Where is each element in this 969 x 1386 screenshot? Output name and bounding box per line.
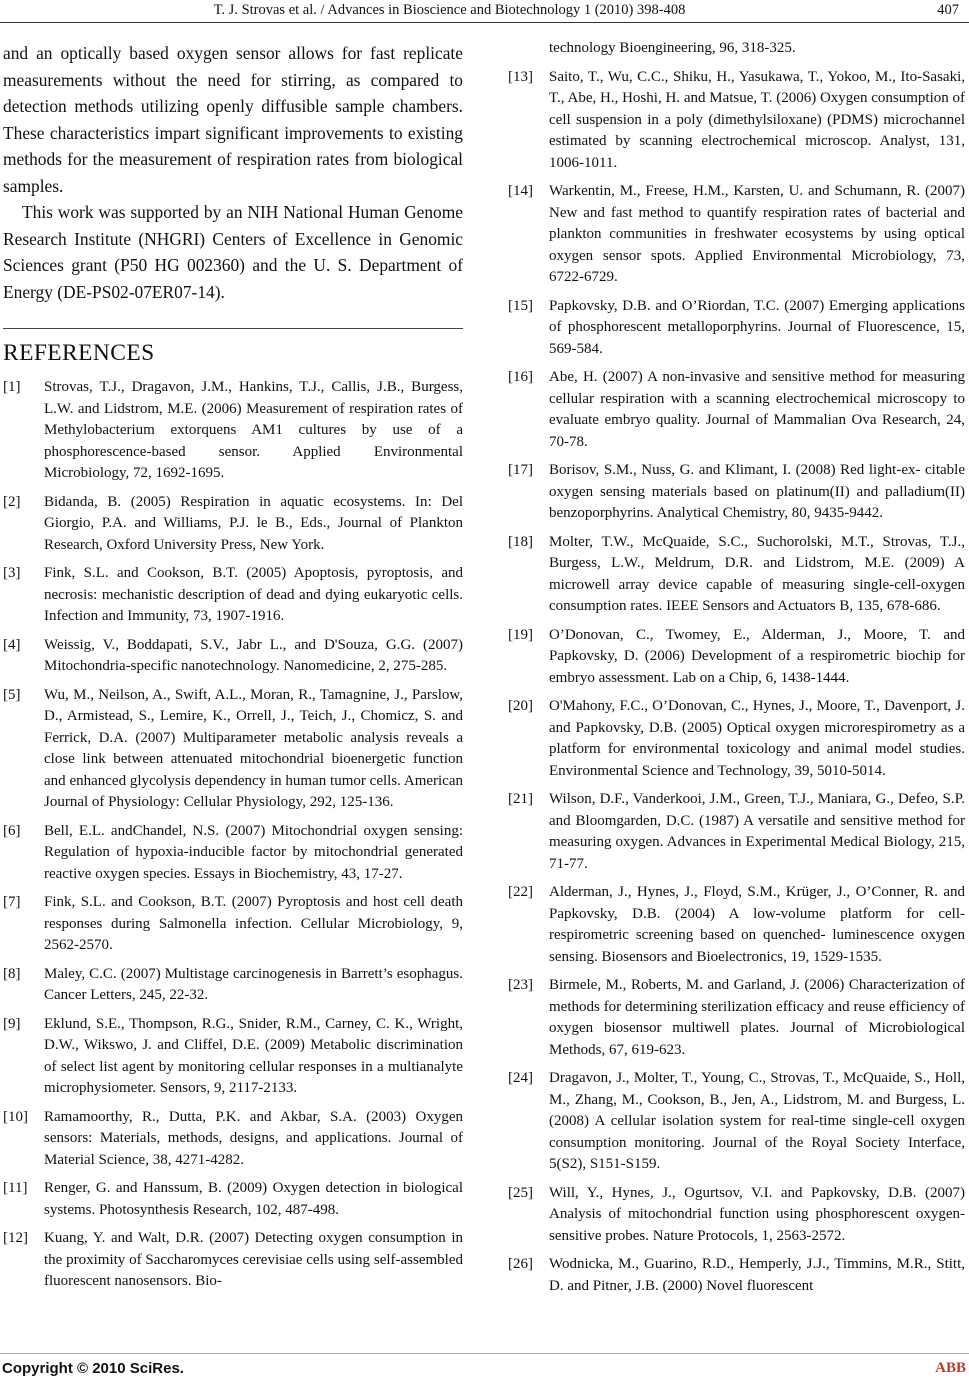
reference-continuation-text: technology Bioengineering, 96, 318-325. [549, 40, 796, 56]
reference-text: Papkovsky, D.B. and O’Riordan, T.C. (2007) Emerging applications of phosphorescent metalloporphyrins. Journal of Fluorescence, 15, 569-584. [549, 297, 965, 357]
reference-item [508, 1254, 965, 1297]
reference-number: [3] [3, 565, 21, 581]
reference-number: [5] [3, 686, 21, 703]
reference-text: Fink, S.L. and Cookson, B.T. (2007) Pyroptosis and host cell death responses during Salmonella infection. Cellular Microbiology, 9, 2562-2570. [44, 894, 463, 953]
reference-number: [24] [508, 1070, 533, 1086]
reference-number: [8] [3, 965, 21, 982]
reference-text: Fink, S.L. and Cookson, B.T. (2005) Apoptosis, pyroptosis, and necrosis: mechanistic description of dead and dying eukaryotic cells. Infection and Immunity, 73, 1907-1916. [44, 565, 463, 624]
reference-item [3, 563, 463, 628]
reference-item [3, 685, 463, 814]
reference-number: [23] [508, 977, 533, 993]
reference-item [508, 367, 965, 453]
reference-number: [1] [3, 379, 21, 395]
reference-number: [18] [508, 533, 533, 550]
right-column [508, 40, 965, 1304]
reference-number: [21] [508, 791, 533, 807]
reference-number: [16] [508, 369, 533, 385]
reference-text: Maley, C.C. (2007) Multistage carcinogenesis in Barrett’s esophagus. Cancer Letters, 245, 22-32. [44, 965, 463, 1003]
reference-item [508, 460, 965, 525]
reference-text: O’Donovan, C., Twomey, E., Alderman, J., Moore, T. and Papkovsky, D. (2006) Development of a respirometric biochip for embryo assessment. Lab on a Chip, 6, 1438-1444. [549, 626, 965, 686]
reference-item [3, 492, 463, 557]
reference-text: Dragavon, J., Molter, T., Young, C., Strovas, T., McQuaide, S., Holl, M., Zhang, M., Cookson, B., Jen, A., Lidstrom, M. and Burgess, L. (2008) A cellular isolation system for real-time single-cell oxygen consumption monitoring. Journal of the Royal Society Interface, 5(S2), S151-S159. [549, 1070, 965, 1172]
reference-text: Bell, E.L. andChandel, N.S. (2007) Mitochondrial oxygen sensing: Regulation of hypoxia-inducible factor by mitochondrial generated reactive oxygen species. Essays in Biochemistry, 43, 17-27. [44, 822, 463, 882]
reference-text: Alderman, J., Hynes, J., Floyd, S.M., Krüger, J., O’Conner, R. and Papkovsky, D.B. (2004) A low-volume platform for cell-respirometric screening based on quenched- luminescence oxygen sensing. Biosensors and Bioelectronics, 19, 1529-1535. [549, 884, 965, 965]
reference-text: Birmele, M., Roberts, M. and Garland, J. (2006) Characterization of methods for determining sterilization efficacy and reuse efficiency of oxygen biosensor multiwell plates. Journal of Microbiological Methods, 67, 619-623. [549, 977, 965, 1058]
body-paragraph-1: and an optically based oxygen sensor allows for fast replicate measurements without the need for stirring, as compared to detection methods utilizing openly diffusible sample chambers. These characteristics impart significant improvements to existing methods for the measurement of respiration rates from biological samples. [3, 43, 463, 196]
footer-rule [0, 1353, 969, 1354]
reference-number: [20] [508, 698, 533, 714]
reference-text: Molter, T.W., McQuaide, S.C., Suchorolski, M.T., Strovas, T.J., Burgess, L.W., Meldrum, D.R. and Lidstrom, M.E. (2009) A microwell array device capable of measuring single-cell-oxygen consumption rates. IEEE Sensors and Actuators B, 135, 678-686. [549, 533, 965, 614]
reference-number: [9] [3, 1015, 21, 1032]
reference-number: [14] [508, 183, 533, 199]
reference-item [3, 377, 463, 485]
reference-text: Ramamoorthy, R., Dutta, P.K. and Akbar, S.A. (2003) Oxygen sensors: Materials, methods, designs, and applications. Journal of Material Science, 38, 4271-4282. [44, 1108, 463, 1168]
reference-item [508, 296, 965, 361]
reference-item [3, 964, 463, 1007]
reference-item [3, 1107, 463, 1172]
reference-text: Borisov, S.M., Nuss, G. and Klimant, I. (2008) Red light-ex- citable oxygen sensing materials based on platinum(II) and palladium(II) benzoporphyrins. Analytical Chemistry, 80, 9435-9442. [549, 462, 965, 521]
reference-text: Kuang, Y. and Walt, D.R. (2007) Detecting oxygen consumption in the proximity of Saccharomyces cerevisiae cells using self-assembled fluorescent nanosensors. Bio- [44, 1230, 463, 1289]
page-number: 407 [937, 2, 959, 18]
reference-item [3, 1014, 463, 1100]
running-head-text: T. J. Strovas et al. / Advances in Bioscience and Biotechnology 1 (2010) 398-408 [213, 2, 686, 18]
reference-item [3, 1228, 463, 1293]
reference-item [508, 1183, 965, 1248]
reference-item [508, 532, 965, 618]
running-header [0, 0, 969, 26]
reference-item [508, 67, 965, 175]
reference-text: O'Mahony, F.C., O’Donovan, C., Hynes, J., Moore, T., Davenport, J. and Papkovsky, D.B. (2005) Optical oxygen microrespirometry as a platform for environmental toxicology and animal model studies. Environmental Science and Technology, 39, 5010-5014. [549, 698, 965, 779]
reference-number: [13] [508, 68, 533, 85]
reference-text: Abe, H. (2007) A non-invasive and sensitive method for measuring cellular respiration with a scanning electrochemical microscopy to evaluate embryo quality. Journal of Mammalian Ova Research, 24, 70-78. [549, 369, 965, 450]
acknowledgement-paragraph: This work was supported by an NIH National Human Genome Research Institute (NHGRI) Centers of Excellence in Genomic Sciences grant (P50 HG 002360) and the U. S. Department of Energy (DE-PS02-07ER07-14). [3, 202, 463, 302]
reference-item [3, 821, 463, 886]
reference-text: Wu, M., Neilson, A., Swift, A.L., Moran, R., Tamagnine, J., Parslow, D., Armistead, S., Lemire, K., Orrell, J., Teich, J., Chomicz, S. and Ferrick, D.A. (2007) Multiparameter metabolic analysis reveals a close link between attenuated mitochondrial bioenergetic function and enhanced glycolysis dependency in human tumor cells. American Journal of Physiology: Cellular Physiology, 292, 125-136. [44, 686, 463, 810]
reference-number: [17] [508, 462, 533, 478]
reference-number: [10] [3, 1108, 28, 1125]
reference-number: [4] [3, 636, 21, 653]
reference-text: Will, Y., Hynes, J., Ogurtsov, V.I. and Papkovsky, D.B. (2007) Analysis of mitochondrial function using phosphorescent oxygen-sensitive probes. Nature Protocols, 1, 2563-2572. [549, 1184, 965, 1244]
reference-item [508, 625, 965, 690]
reference-text: Bidanda, B. (2005) Respiration in aquatic ecosystems. In: Del Giorgio, P.A. and Williams, P.J. le B., Eds., Journal of Plankton Research, Oxford University Press, New York. [44, 493, 463, 553]
reference-number: [15] [508, 297, 533, 314]
reference-list-right [508, 67, 965, 1298]
reference-number: [2] [3, 493, 21, 510]
page-footer [0, 1358, 969, 1386]
reference-number: [7] [3, 894, 21, 910]
reference-item [508, 789, 965, 875]
journal-abbreviation: ABB [935, 1360, 966, 1376]
left-column [3, 40, 463, 1300]
reference-item [3, 892, 463, 957]
reference-list-left [3, 377, 463, 1293]
reference-number: [22] [508, 884, 533, 900]
reference-item [3, 1178, 463, 1221]
reference-continuation [508, 38, 965, 60]
reference-number: [12] [3, 1230, 28, 1246]
reference-text: Strovas, T.J., Dragavon, J.M., Hankins, T.J., Callis, J.B., Burgess, L.W. and Lidstrom, M.E. (2006) Measurement of respiration rates of Methylobacterium extorquens AM1 cultures by use of a phosphorescence-based sensor. Applied Environmental Microbiology, 72, 1692-1695. [44, 379, 463, 481]
header-rule [0, 22, 969, 23]
reference-item [508, 882, 965, 968]
reference-text: Wilson, D.F., Vanderkooi, J.M., Green, T.J., Maniara, G., Defeo, S.P. and Bloomgarden, D.C. (1987) A versatile and sensitive method for measuring oxygen. Advances in Experimental Medical Biology, 215, 71-77. [549, 791, 965, 872]
reference-item [508, 696, 965, 782]
reference-text: Warkentin, M., Freese, H.M., Karsten, U. and Schumann, R. (2007) New and fast method to quantify respiration rates of bacterial and plankton communities in freshwater ecosystems by using optical oxygen sensor spots. Applied Environmental Microbiology, 73, 6722-6729. [549, 183, 965, 285]
reference-number: [19] [508, 626, 533, 643]
reference-number: [25] [508, 1184, 533, 1201]
reference-item [508, 181, 965, 289]
reference-text: Eklund, S.E., Thompson, R.G., Snider, R.M., Carney, C. K., Wright, D.W., Wikswo, J. and Cliffel, D.E. (2009) Metabolic discrimination of select list agent by monitoring cellular responses in a multianalyte microphysiometer. Sensors, 9, 2117-2133. [44, 1015, 463, 1096]
copyright-notice: Copyright © 2010 SciRes. [2, 1360, 184, 1377]
reference-text: Wodnicka, M., Guarino, R.D., Hemperly, J.J., Timmins, M.R., Stitt, D. and Pitner, J.B. (2000) Novel fluorescent [549, 1256, 965, 1294]
reference-number: [6] [3, 822, 21, 839]
reference-item [508, 1068, 965, 1176]
reference-number: [26] [508, 1256, 533, 1272]
section-divider [3, 328, 463, 329]
reference-item [3, 635, 463, 678]
reference-text: Renger, G. and Hanssum, B. (2009) Oxygen detection in biological systems. Photosynthesis Research, 102, 487-498. [44, 1180, 463, 1218]
reference-item [508, 975, 965, 1061]
reference-number: [11] [3, 1180, 28, 1196]
references-heading: REFERENCES [3, 340, 155, 366]
reference-text: Weissig, V., Boddapati, S.V., Jabr L., and D'Souza, G.G. (2007) Mitochondria-specific nanotechnology. Nanomedicine, 2, 275-285. [44, 636, 463, 674]
reference-text: Saito, T., Wu, C.C., Shiku, H., Yasukawa, T., Yokoo, M., Ito-Sasaki, T., Abe, H., Hoshi, H. and Matsue, T. (2006) Oxygen consumption of cell suspension in a poly (dimethylsiloxane) (PDMS) microchannel estimated by scanning electrochemical microscop. Analyst, 131, 1006-1011. [549, 68, 965, 171]
